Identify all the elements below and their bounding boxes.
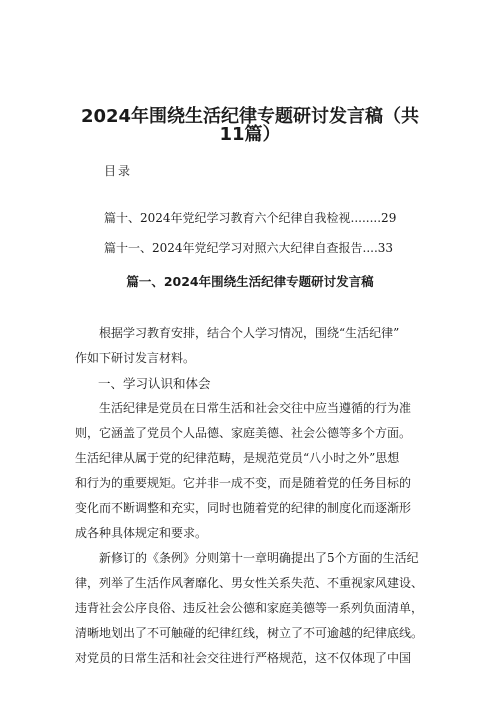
paragraph-line: 对党员的日常生活和社会交往进行严格规范，这不仅体现了中国 [75, 651, 412, 665]
paragraph-line: 生活纪律是党员在日常生活和社会交往中应当遵循的行为准 [99, 401, 412, 415]
paragraph-line: 则，它涵盖了党员个人品德、家庭美德、社会公德等多个方面。 [75, 426, 412, 440]
section-title: 篇一、2024年围绕生活纪律专题研讨发言稿 [126, 274, 374, 289]
paragraph-line: 清晰地划出了不可触碰的纪律红线，树立了不可逾越的纪律底线。 [75, 626, 424, 640]
paragraph-line: 生活纪律从属于党的纪律范畴，是规范党员“八小时之外”思想 [75, 451, 400, 465]
intro-line: 根据学习教育安排，结合个人学习情况，围绕“生活纪律” [99, 326, 400, 340]
document-title-line-2: 11篇） [219, 124, 281, 145]
paragraph-line: 成各种具体规定和要求。 [75, 526, 208, 540]
toc-label: 目录 [104, 164, 133, 178]
intro-line: 作如下研讨发言材料。 [75, 351, 196, 365]
document-title-line-1: 2024年围绕生活纪律专题研讨发言稿（共 [80, 106, 420, 127]
heading-study-understanding: 一、学习认识和体会 [98, 376, 211, 391]
paragraph-line: 和行为的重要规矩。它并非一成不变，而是随着党的任务目标的 [75, 476, 412, 490]
paragraph-line: 违背社会公序良俗、违反社会公德和家庭美德等一系列负面清单， [75, 601, 424, 615]
paragraph-line: 律，列举了生活作风奢靡化、男女性关系失范、不重视家风建设、 [75, 576, 424, 590]
toc-entry[interactable]: 篇十一、2024年党纪学习对照六大纪律自查报告....33 [104, 241, 394, 255]
paragraph-line: 变化而不断调整和充实，同时也随着党的纪律的制度化而逐渐形 [75, 501, 412, 515]
toc-entry[interactable]: 篇十、2024年党纪学习教育六个纪律自我检视........29 [104, 211, 397, 225]
paragraph-line: 新修订的《条例》分则第十一章明确提出了5个方面的生活纪 [99, 551, 419, 565]
